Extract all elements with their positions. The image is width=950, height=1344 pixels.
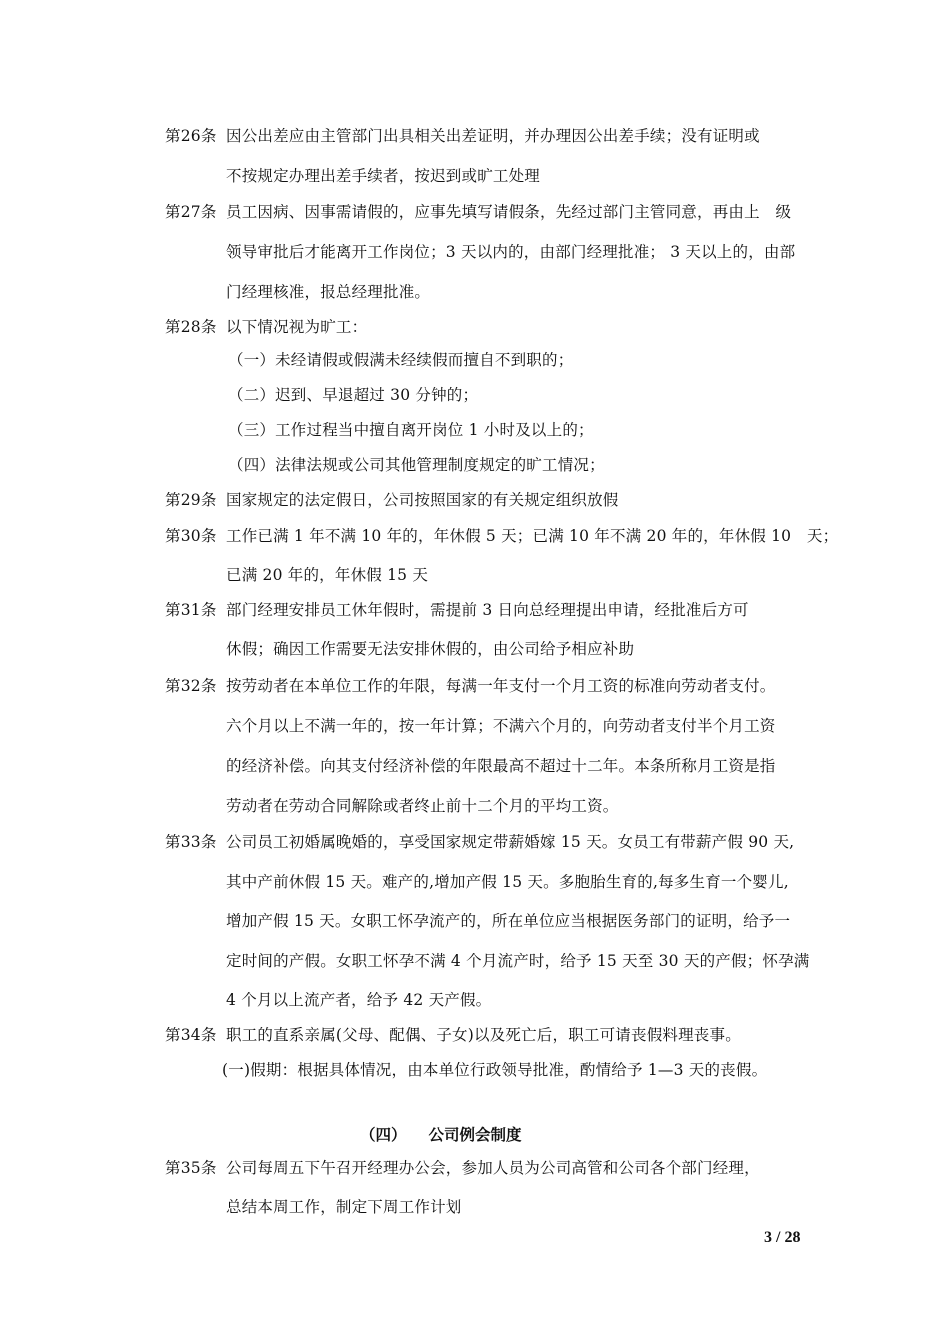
section-index: （四） bbox=[360, 1126, 407, 1144]
article-28-item-2: （二）迟到、早退超过 30 分钟的； bbox=[228, 386, 479, 404]
section-title: 公司例会制度 bbox=[428, 1126, 522, 1144]
article-31-number: 第31条 bbox=[165, 601, 217, 619]
article-32-line-4: 劳动者在劳动合同解除或者终止前十二个月的平均工资。 bbox=[226, 797, 619, 815]
article-33-number: 第33条 bbox=[165, 833, 217, 851]
section-heading bbox=[360, 1123, 522, 1145]
article-26-number: 第26条 bbox=[165, 127, 217, 145]
article-35-line-1: 公司每周五下午召开经理办公会，参加人员为公司高管和公司各个部门经理， bbox=[226, 1159, 760, 1177]
article-28-number: 第28条 bbox=[165, 318, 217, 336]
article-30-line-2: 已满 20 年的，年休假 15 天 bbox=[226, 566, 429, 584]
page-number: 3 / 28 bbox=[764, 1229, 801, 1246]
article-28-item-3: （三）工作过程当中擅自离开岗位 1 小时及以上的； bbox=[228, 421, 594, 439]
article-28-line-1: 以下情况视为旷工： bbox=[226, 318, 368, 336]
article-35-number: 第35条 bbox=[165, 1159, 217, 1177]
article-30-line-1: 工作已满 1 年不满 10 年的，年休假 5 天；已满 10 年不满 20 年的，年休假 10 天； bbox=[226, 527, 839, 545]
article-26-line-1: 因公出差应由主管部门出具相关出差证明，并办理因公出差手续；没有证明或 bbox=[226, 127, 760, 145]
article-30-number: 第30条 bbox=[165, 527, 217, 545]
article-35-line-2: 总结本周工作，制定下周工作计划 bbox=[226, 1198, 462, 1216]
article-33-line-2: 其中产前休假 15 天。难产的,增加产假 15 天。多胞胎生育的,每多生育一个婴儿, bbox=[226, 873, 789, 891]
article-27-line-1: 员工因病、因事需请假的，应事先填写请假条，先经过部门主管同意，再由上 级 bbox=[226, 203, 792, 221]
article-33-line-3: 增加产假 15 天。女职工怀孕流产的，所在单位应当根据医务部门的证明，给予一 bbox=[226, 912, 791, 930]
article-29-line-1: 国家规定的法定假日，公司按照国家的有关规定组织放假 bbox=[226, 491, 619, 509]
article-31-line-2: 休假；确因工作需要无法安排休假的，由公司给予相应补助 bbox=[226, 640, 635, 658]
article-29-number: 第29条 bbox=[165, 491, 217, 509]
article-32-line-2: 六个月以上不满一年的，按一年计算；不满六个月的，向劳动者支付半个月工资 bbox=[226, 717, 776, 735]
article-34-number: 第34条 bbox=[165, 1026, 217, 1044]
article-28-item-1: （一）未经请假或假满未经续假而擅自不到职的； bbox=[228, 351, 574, 369]
article-32-line-3: 的经济补偿。向其支付经济补偿的年限最高不超过十二年。本条所称月工资是指 bbox=[226, 757, 776, 775]
article-27-line-2: 领导审批后才能离开工作岗位；3 天以内的，由部门经理批准； 3 天以上的，由部 bbox=[226, 243, 796, 261]
article-32-line-1: 按劳动者在本单位工作的年限，每满一年支付一个月工资的标准向劳动者支付。 bbox=[226, 677, 776, 695]
article-27-line-3: 门经理核准，报总经理批准。 bbox=[226, 283, 431, 301]
article-26-line-2: 不按规定办理出差手续者，按迟到或旷工处理 bbox=[226, 167, 541, 185]
article-28-item-4: （四）法律法规或公司其他管理制度规定的旷工情况； bbox=[228, 456, 605, 474]
article-33-line-5: 4 个月以上流产者，给予 42 天产假。 bbox=[226, 991, 492, 1009]
article-33-line-1: 公司员工初婚属晚婚的，享受国家规定带薪婚嫁 15 天。女员工有带薪产假 90 天, bbox=[226, 833, 795, 851]
article-32-number: 第32条 bbox=[165, 677, 217, 695]
article-31-line-1: 部门经理安排员工休年假时，需提前 3 日向总经理提出申请，经批准后方可 bbox=[226, 601, 749, 619]
article-33-line-4: 定时间的产假。女职工怀孕不满 4 个月流产时，给予 15 天至 30 天的产假；怀孕满 bbox=[226, 952, 810, 970]
article-34-line-1: 职工的直系亲属(父母、配偶、子女)以及死亡后，职工可请丧假料理丧事。 bbox=[226, 1026, 741, 1044]
article-27-number: 第27条 bbox=[165, 203, 217, 221]
article-34-item-1: (一)假期：根据具体情况，由本单位行政领导批准，酌情给予 1—3 天的丧假。 bbox=[222, 1061, 768, 1079]
